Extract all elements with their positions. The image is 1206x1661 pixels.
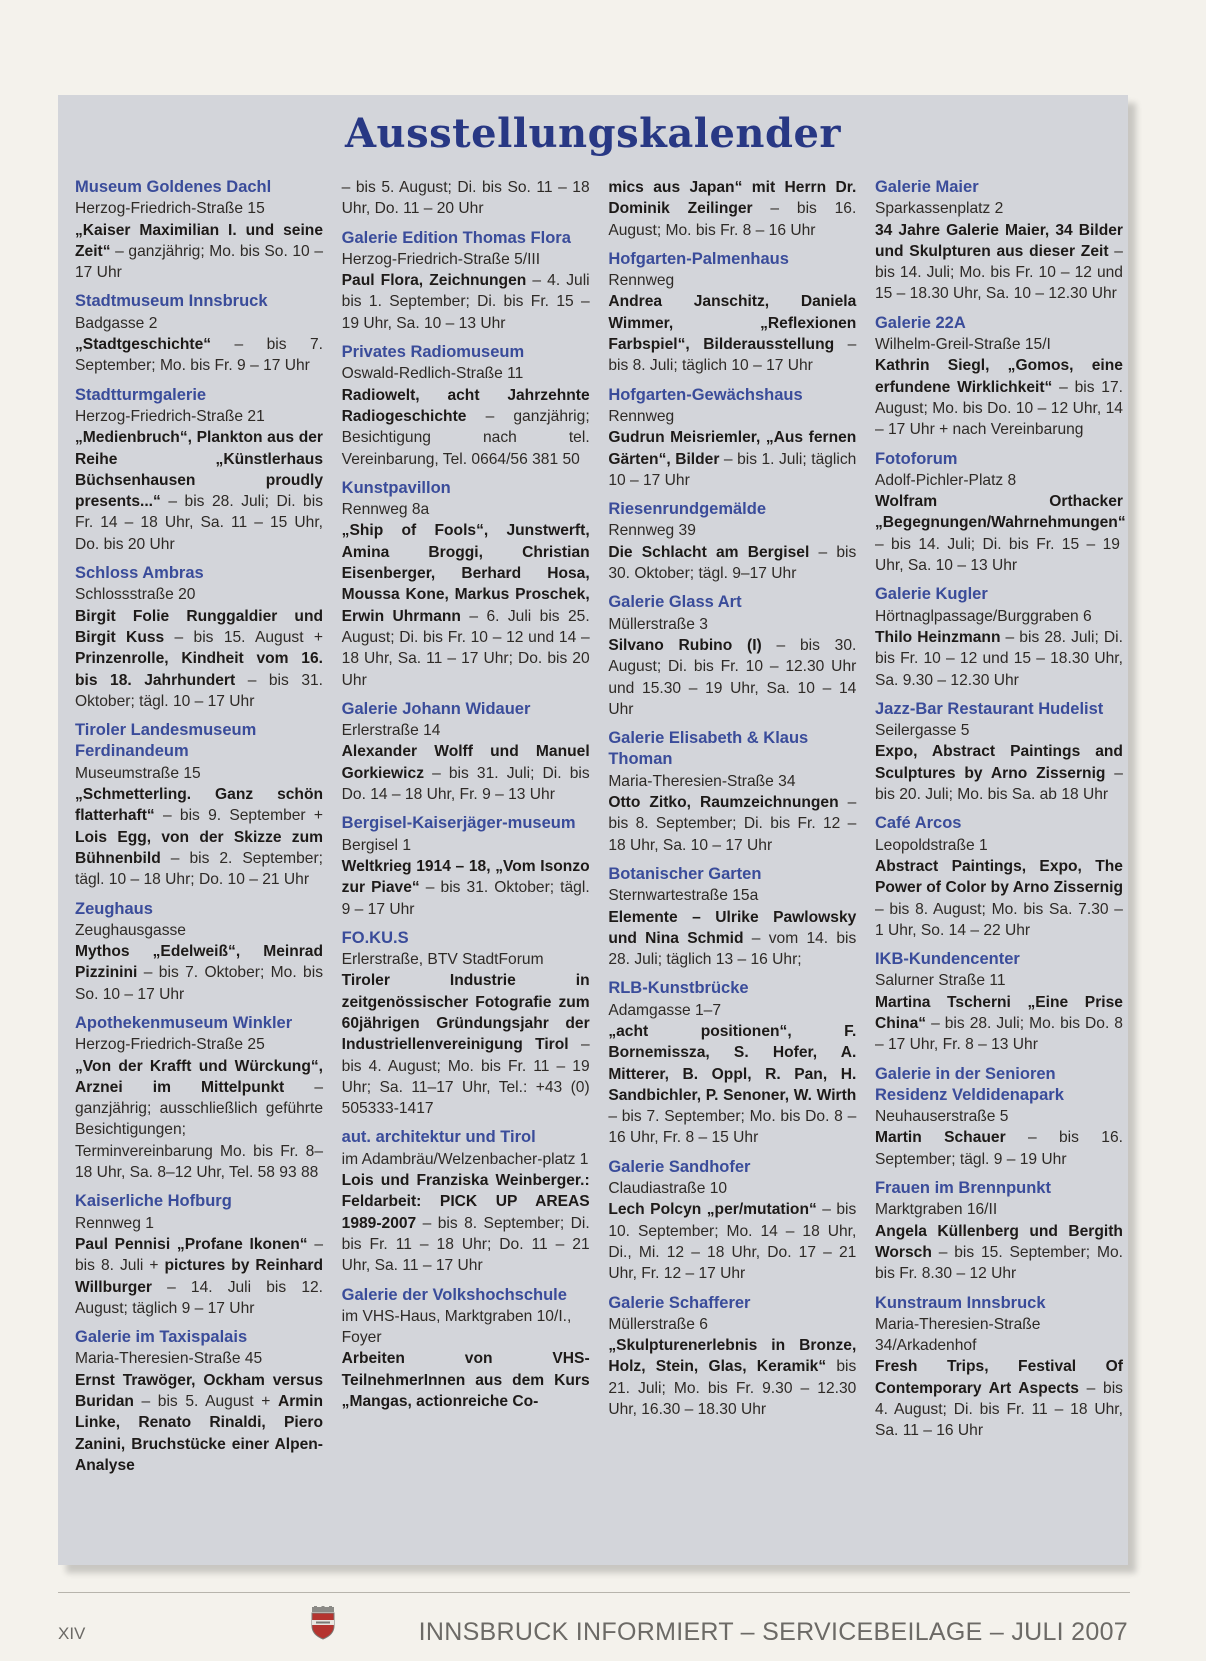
exhibition-entry [75,899,323,1005]
venue-address: Oswald-Redlich-Straße 11 [341,365,524,383]
exhibition-entry [608,1157,856,1285]
venue-name: Stadtmuseum Innsbruck [75,292,268,311]
exhibition-description [342,970,590,1119]
venue-address: Museumstraße 15 [75,764,201,782]
exhibition-title: Elemente – Ulrike Pawlowsky und Nina Schmid [608,908,857,947]
exhibition-entry [342,177,590,220]
venue-address: Rennweg [608,407,675,425]
venue-address: Hörtnaglpassage/Burggraben 6 [874,607,1092,625]
exhibition-dates: – bis 16. August; Mo. bis Fr. 8 – 16 Uhr [608,200,857,239]
venue-address: Herzog-Friedrich-Straße 5/III [341,250,541,268]
exhibition-title: Ernst Trawöger, Ockham versus Buridan [75,1371,323,1411]
exhibition-entry [342,1127,590,1276]
exhibition-title: „acht positionen“, F. Bornemissza, S. Hofer, A. Mitterer, B. Oppl, R. Pan, H. Sandbichler, P. Senoner, W. Wirth [608,1022,857,1104]
venue-name: Museum Goldenes Dachl [75,178,272,196]
exhibition-dates: – bis 10. September; Mo. 14 – 18 Uhr, Di., Mi. 12 – 18 Uhr, Do. 17 – 21 Uhr, Fr. 12 – 17 Uhr [608,1201,857,1283]
exhibition-dates: – bis 8. August; Mo. bis Sa. 7.30 – 1 Uhr, So. 14 – 22 Uhr [874,900,1123,939]
exhibition-title: Armin Linke, Renato Rinaldi, Piero Zanini, Bruchstücke einer Alpen-Analyse [75,1393,323,1474]
venue-address: Bergisel 1 [341,836,411,854]
exhibition-dates: – bis 31. Oktober; tägl. 10 – 17 Uhr [75,671,323,710]
venue-name: Zeughaus [75,899,153,918]
exhibition-description [608,177,856,241]
exhibition-dates: – bis 8. Juli + [75,1235,323,1275]
venue-address: Rennweg [608,272,675,290]
exhibition-entry [342,478,590,691]
venue-address: Marktgraben 16/II [874,1201,998,1219]
venue-name: IKB-Kundencenter [874,950,1020,969]
venue-name: Jazz-Bar Restaurant Hudelist [874,699,1104,718]
venue-address: Claudiastraße 10 [608,1180,728,1198]
exhibition-dates: – bis 14. Juli; Mo. bis Fr. 10 – 12 und 15 – 18.30 Uhr, Sa. 10 – 12.30 Uhr [874,242,1123,303]
exhibition-dates: – bis 2. September; tägl. 10 – 18 Uhr; Do. 10 – 21 Uhr [75,849,323,889]
exhibition-entry [75,720,323,890]
exhibition-entry [875,177,1123,305]
exhibition-title: Die Schlacht am Bergisel [608,543,810,561]
footer-divider [58,1592,1130,1593]
exhibition-entry [75,1013,323,1183]
publication-footer: INNSBRUCK INFORMIERT – SERVICEBEILAGE – JULI 2007 [418,1618,1128,1646]
venue-address: Sparkassenplatz 2 [874,200,1004,218]
exhibition-title: Abstract Paintings, Expo, The Power of Color by Arno Zissernig [874,857,1123,897]
exhibition-description [75,1234,323,1319]
calendar-column [75,177,323,1562]
exhibition-dates: – bis 14. Juli; Di. bis Fr. 15 – 19 Uhr, Sa. 10 – 13 Uhr [874,535,1120,575]
exhibition-description [75,334,323,377]
exhibition-dates: – bis 28. Juli; Di. bis Fr. 10 – 12 und 15 – 18.30 Uhr, Sa. 9.30 – 12.30 Uhr [874,628,1123,689]
venue-name: Schloss Ambras [75,564,204,583]
exhibition-title: Alexander Wolff und Manuel Gorkiewicz [341,743,590,782]
venue-name: RLB-Kunstbrücke [608,979,749,998]
exhibition-entry [608,177,856,241]
venue-address: Maria-Theresien-Straße 34 [608,772,796,790]
exhibition-entry [608,592,856,720]
exhibition-entry [875,949,1123,1055]
exhibition-description [875,992,1123,1056]
exhibition-title: „Stadtgeschichte“ [75,336,212,354]
exhibition-description [608,1021,856,1149]
exhibition-description [608,1335,856,1420]
exhibition-dates: – bis 8. Juli; täglich 10 – 17 Uhr [608,336,857,375]
exhibition-description [875,220,1123,305]
exhibition-title: Birgit Folie Runggaldier und Birgit Kuss [75,607,323,646]
exhibition-dates: – vom 14. bis 28. Juli; täglich 13 – 16 Uhr; [608,929,857,969]
venue-name: Bergisel-Kaiserjäger-museum [341,814,576,833]
venue-name: Galerie Glass Art [608,593,742,612]
venue-name: aut. architektur und Tirol [341,1128,536,1147]
venue-address: Sternwartestraße 15a [608,887,759,905]
exhibition-title: Weltkrieg 1914 – 18, „Vom Isonzo zur Piave“ [341,857,590,897]
exhibition-description [608,291,856,376]
exhibition-entry [875,813,1123,941]
venue-name: Galerie Edition Thomas Flora [341,228,571,247]
exhibition-description [875,856,1123,941]
venue-address: Rennweg 8a [341,501,430,519]
exhibition-dates: – bis 7. September; Mo. bis Do. 8 – 16 Uhr, Fr. 8 – 15 Uhr [608,1108,857,1147]
exhibition-title: Fresh Trips, Festival Of Contemporary Art Aspects [874,1358,1123,1397]
exhibition-title: Thilo Heinzmann [874,628,1001,646]
exhibition-dates: – bis 30. Oktober; tägl. 9–17 Uhr [608,543,857,583]
exhibition-description [342,385,590,470]
venue-address: Erlerstraße 14 [341,722,441,740]
exhibition-description [75,427,323,555]
exhibition-entry [608,864,856,970]
venue-address: Erlerstraße, BTV StadtForum [341,951,544,969]
calendar-panel [58,95,1128,1565]
venue-name: Botanischer Garten [608,864,762,883]
venue-address: Maria-Theresien-Straße 45 [75,1350,263,1368]
exhibition-description [875,1221,1123,1285]
exhibition-description [608,635,856,720]
exhibition-dates: – bis 31. Juli; Di. bis Do. 14 – 18 Uhr, Fr. 9 – 13 Uhr [341,764,590,804]
venue-address: Maria-Theresien-Straße 34/Arkadenhof [874,1315,1041,1355]
venue-name: Fotoforum [874,449,958,468]
venue-name: Hofgarten-Gewächshaus [608,385,803,404]
exhibition-title: Otto Zitko, Raumzeichnungen [608,794,839,812]
exhibition-entry [874,449,1126,577]
exhibition-description [608,907,856,971]
exhibition-title: Arbeiten von VHS-TeilnehmerInnen aus dem Kurs „Mangas, actionreiche Co- [341,1350,590,1411]
venue-name: Kunstraum Innsbruck [874,1293,1046,1312]
exhibition-description [75,606,323,712]
venue-name: Kunstpavillon [341,478,451,497]
innsbruck-coat-of-arms-icon [310,1606,336,1640]
exhibition-description [75,941,323,1005]
exhibition-entry [875,313,1123,441]
exhibition-title: Lois Egg, von der Skizze zum Bühnenbild [75,828,323,867]
venue-name: Galerie der Volkshochschule [341,1285,567,1304]
exhibition-entry [75,291,323,376]
exhibition-dates: – ganzjährig; Besichtigung nach tel. Vereinbarung, Tel. 0664/56 381 50 [341,407,590,468]
exhibition-dates: – ganzjährig; Mo. bis So. 10 – 17 Uhr [75,242,323,282]
exhibition-description [75,220,323,284]
exhibition-entry [608,728,856,856]
venue-name: Apothekenmuseum Winkler [75,1013,293,1032]
venue-name: Hofgarten-Palmenhaus [608,249,789,268]
exhibition-entry [875,584,1123,690]
exhibition-description [608,542,856,585]
exhibition-dates: – bis 15. August + [164,628,323,646]
venue-name: Galerie im Taxispalais [75,1328,248,1347]
venue-name: Kaiserliche Hofburg [75,1192,232,1211]
exhibition-entry [342,928,590,1120]
venue-address: Badgasse 2 [75,314,158,332]
exhibition-title: Angela Küllenberg und Bergith Worsch [874,1222,1123,1261]
exhibition-description [874,491,1126,576]
exhibition-entry [608,499,856,584]
exhibition-title: Andrea Janschitz, Daniela Wimmer, „Reflexionen Farbspiel“, Bilderausstellung [608,293,857,354]
exhibition-dates: – 4. Juli bis 1. September; Di. bis Fr. 15 – 19 Uhr, Sa. 10 – 13 Uhr [341,272,590,332]
exhibition-title: Radiowelt, acht Jahrzehnte Radiogeschichte [341,386,590,425]
exhibition-description [875,1127,1123,1170]
exhibition-entry [75,177,323,283]
exhibition-description [875,627,1123,691]
venue-name: Galerie Johann Widauer [341,699,531,718]
venue-name: Galerie Kugler [874,585,988,604]
venue-address: Zeughausgasse [75,921,186,939]
exhibition-description [608,427,856,491]
venue-name: Galerie Elisabeth & Klaus Thoman [608,729,809,769]
exhibition-entry [75,563,323,712]
exhibition-dates: – bis 7. September; Mo. bis Fr. 9 – 17 Uhr [75,336,323,375]
venue-address: Neuhauserstraße 5 [874,1108,1009,1126]
exhibition-entry [875,1064,1123,1170]
exhibition-title: Lois und Franziska Weinberger.: Feldarbeit: PICK UP AREAS 1989-2007 [341,1172,590,1232]
exhibition-dates: – bis 5. August; Di. bis So. 11 – 18 Uhr, Do. 11 – 20 Uhr [341,179,590,218]
exhibition-entry [342,228,590,334]
venue-name: Riesenrundgemälde [608,500,767,519]
exhibition-description [342,177,590,220]
venue-name: Galerie in der Senioren Residenz Veldidenapark [874,1064,1064,1104]
exhibition-title: Wolfram Orthacker „Begegnungen/Wahrnehmungen“ [874,493,1126,532]
exhibition-description [608,792,856,856]
venue-address: Seilergasse 5 [874,722,970,740]
exhibition-entry [875,1293,1123,1442]
exhibition-description [875,355,1123,440]
venue-address: Rennweg 39 [608,522,696,540]
venue-name: Tiroler Landesmuseum Ferdinandeum [75,721,257,761]
exhibition-title: Silvano Rubino (I) [608,636,762,654]
venue-name: Galerie Maier [874,178,979,196]
venue-address: Müllerstraße 6 [608,1315,708,1333]
exhibition-description [75,784,323,890]
exhibition-title: Lech Polcyn „per/mutation“ [608,1201,817,1219]
exhibition-description [342,270,590,334]
venue-name: Stadtturmgalerie [75,385,207,404]
exhibition-description [342,520,590,690]
exhibition-title: 34 Jahre Galerie Maier, 34 Bilder und Skulpturen aus dieser Zeit [874,221,1123,260]
exhibition-dates: – bis 16. September; tägl. 9 – 19 Uhr [874,1129,1123,1168]
exhibition-entry [608,1293,856,1421]
exhibition-title: Expo, Abstract Paintings and Sculptures by Arno Zissernig [874,743,1123,782]
exhibition-title: pictures by Reinhard Willburger [75,1257,323,1296]
page-number: XIV [58,1624,86,1643]
exhibition-description [342,741,590,805]
page-title: Ausstellungskalender [345,110,841,157]
exhibition-description [75,1370,323,1476]
exhibition-title: Prinzenrolle, Kindheit vom 16. bis 18. Jahrhundert [75,650,323,689]
exhibition-dates: – bis 9. September + [154,807,323,825]
venue-address: Herzog-Friedrich-Straße 25 [75,1036,265,1054]
exhibition-dates: – bis 4. August; Mo. bis Fr. 11 – 19 Uhr; Sa. 11–17 Uhr, Tel.: +43 (0) 505333-1417 [341,1036,590,1118]
venue-address: Leopoldstraße 1 [874,836,988,854]
exhibition-entry [342,813,590,919]
venue-name: Frauen im Brennpunkt [874,1179,1051,1198]
exhibition-entry [608,978,856,1148]
exhibition-description [875,741,1123,805]
exhibition-entry [75,1191,323,1319]
venue-address: Herzog-Friedrich-Straße 21 [75,407,265,425]
exhibition-title: „Schmetterling. Ganz schön flatterhaft“ [75,786,323,825]
exhibition-title: „Medienbruch“, Plankton aus der Reihe „Künstlerhaus Büchsenhausen proudly presents...“ [75,429,323,511]
exhibition-description [342,1348,590,1412]
calendar-column [342,177,590,1562]
calendar-columns [75,177,1126,1562]
venue-address: Müllerstraße 3 [608,615,708,633]
exhibition-entry [342,699,590,805]
venue-name: Galerie Sandhofer [608,1157,751,1176]
venue-address: Adamgasse 1–7 [608,1001,722,1019]
exhibition-entry [75,385,323,555]
exhibition-title: Paul Flora, Zeichnungen [341,272,527,290]
exhibition-description [608,1199,856,1284]
exhibition-title: „Kaiser Maximilian I. und seine Zeit“ [75,221,323,260]
exhibition-dates: – bis 15. September; Mo. bis Fr. 8.30 – 12 Uhr [874,1243,1123,1283]
venue-name: Galerie Schafferer [608,1293,751,1312]
venue-name: Privates Radiomuseum [341,343,525,362]
exhibition-dates: – bis 28. Juli; Mo. bis Do. 8 – 17 Uhr, Fr. 8 – 13 Uhr [874,1014,1123,1054]
exhibition-dates: – bis 17. August; Mo. bis Do. 10 – 12 Uhr, 14 – 17 Uhr + nach Vereinbarung [874,378,1123,439]
exhibition-dates: – bis 1. Juli; täglich 10 – 17 Uhr [608,450,857,489]
exhibition-entry [608,385,856,491]
venue-address: Rennweg 1 [75,1214,154,1232]
exhibition-dates: bis 21. Juli; Mo. bis Fr. 9.30 – 12.30 Uhr, 16.30 – 18.30 Uhr [608,1358,857,1419]
exhibition-title: „Ship of Fools“, Junstwerft, Amina Broggi, Christian Eisenberger, Berhard Hosa, Moussa Kone, Markus Proschek, Erwin Uhrmann [341,522,590,625]
exhibition-dates: – bis 20. Juli; Mo. bis Sa. ab 18 Uhr [874,764,1123,804]
exhibition-title: „Von der Krafft und Würckung“, Arznei im Mittelpunkt [75,1057,323,1096]
venue-name: Café Arcos [874,814,962,833]
exhibition-title: Martina Tscherni „Eine Prise China“ [874,993,1123,1032]
calendar-column [608,177,856,1562]
venue-name: Galerie 22A [874,313,966,332]
exhibition-dates: – 6. Juli bis 25. August; Di. bis Fr. 10 – 12 und 14 – 18 Uhr, Sa. 11 – 17 Uhr; Do. bis 20 Uhr [341,607,590,689]
exhibition-description [875,1356,1123,1441]
venue-name: FO.KU.S [341,928,409,947]
exhibition-dates: – bis 8. September; Di. bis Fr. 12 – 18 Uhr, Sa. 10 – 17 Uhr [608,794,857,854]
exhibition-dates: – bis 31. Oktober; tägl. 9 – 17 Uhr [341,879,590,918]
exhibition-dates: – bis 4. August; Di. bis Fr. 11 – 18 Uhr, Sa. 11 – 16 Uhr [874,1379,1123,1440]
exhibition-title: Paul Pennisi „Profane Ikonen“ [75,1235,308,1253]
exhibition-entry [75,1327,323,1476]
exhibition-entry [875,1178,1123,1284]
exhibition-title: Martin Schauer [874,1129,1006,1147]
venue-address: Wilhelm-Greil-Straße 15/I [874,336,1051,354]
exhibition-title: Gudrun Meisriemler, „Aus fernen Gärten“, Bilder [608,429,857,468]
exhibition-entry [342,1285,590,1413]
exhibition-dates: – bis 8. September; Di. bis Fr. 11 – 18 Uhr; Do. 11 – 21 Uhr, Sa. 11 – 17 Uhr [341,1214,590,1275]
calendar-column [874,177,1126,1562]
venue-address: im Adambräu/Welzenbacher-platz 1 [341,1150,589,1168]
venue-address: im VHS-Haus, Marktgraben 10/I., Foyer [341,1307,572,1347]
exhibition-description [342,1170,590,1276]
exhibition-dates: – bis 5. August + [133,1393,278,1411]
exhibition-description [75,1056,323,1184]
exhibition-dates: – ganzjährig; ausschließlich geführte Besichtigungen; Terminvereinbarung Mo. bis Fr. 8–18 Uhr, Sa. 8–12 Uhr, Tel. 58 93 88 [75,1078,323,1182]
exhibition-entry [608,249,856,377]
exhibition-title: „Skulpturenerlebnis in Bronze, Holz, Stein, Glas, Keramik“ [608,1337,857,1376]
venue-address: Herzog-Friedrich-Straße 15 [75,200,265,218]
exhibition-title: Kathrin Siegl, „Gomos, eine erfundene Wirklichkeit“ [874,357,1123,396]
exhibition-dates: – bis 28. Juli; Di. bis Fr. 14 – 18 Uhr, Sa. 11 – 15 Uhr, Do. bis 20 Uhr [75,493,323,553]
exhibition-dates: – bis 7. Oktober; Mo. bis So. 10 – 17 Uhr [75,964,323,1003]
exhibition-dates: – 14. Juli bis 12. August; täglich 9 – 17 Uhr [75,1278,323,1317]
venue-address: Schlossstraße 20 [75,586,196,604]
exhibition-title: Tiroler Industrie in zeitgenössischer Fotografie zum 60jährigen Gründungsjahr der Industriellenvereinigung Tirol [341,972,590,1054]
exhibition-entry [875,699,1123,805]
venue-address: Salurner Straße 11 [874,972,1006,990]
exhibition-title: Mythos „Edelweiß“, Meinrad Pizzinini [75,943,323,982]
exhibition-entry [342,342,590,470]
venue-address: Adolf-Pichler-Platz 8 [874,471,1017,489]
exhibition-title: mics aus Japan“ mit Herrn Dr. Dominik Zeilinger [608,179,857,218]
exhibition-dates: – bis 30. August; Di. bis Fr. 10 – 12.30 Uhr und 15.30 – 19 Uhr, Sa. 10 – 14 Uhr [608,636,857,718]
exhibition-description [342,856,590,920]
